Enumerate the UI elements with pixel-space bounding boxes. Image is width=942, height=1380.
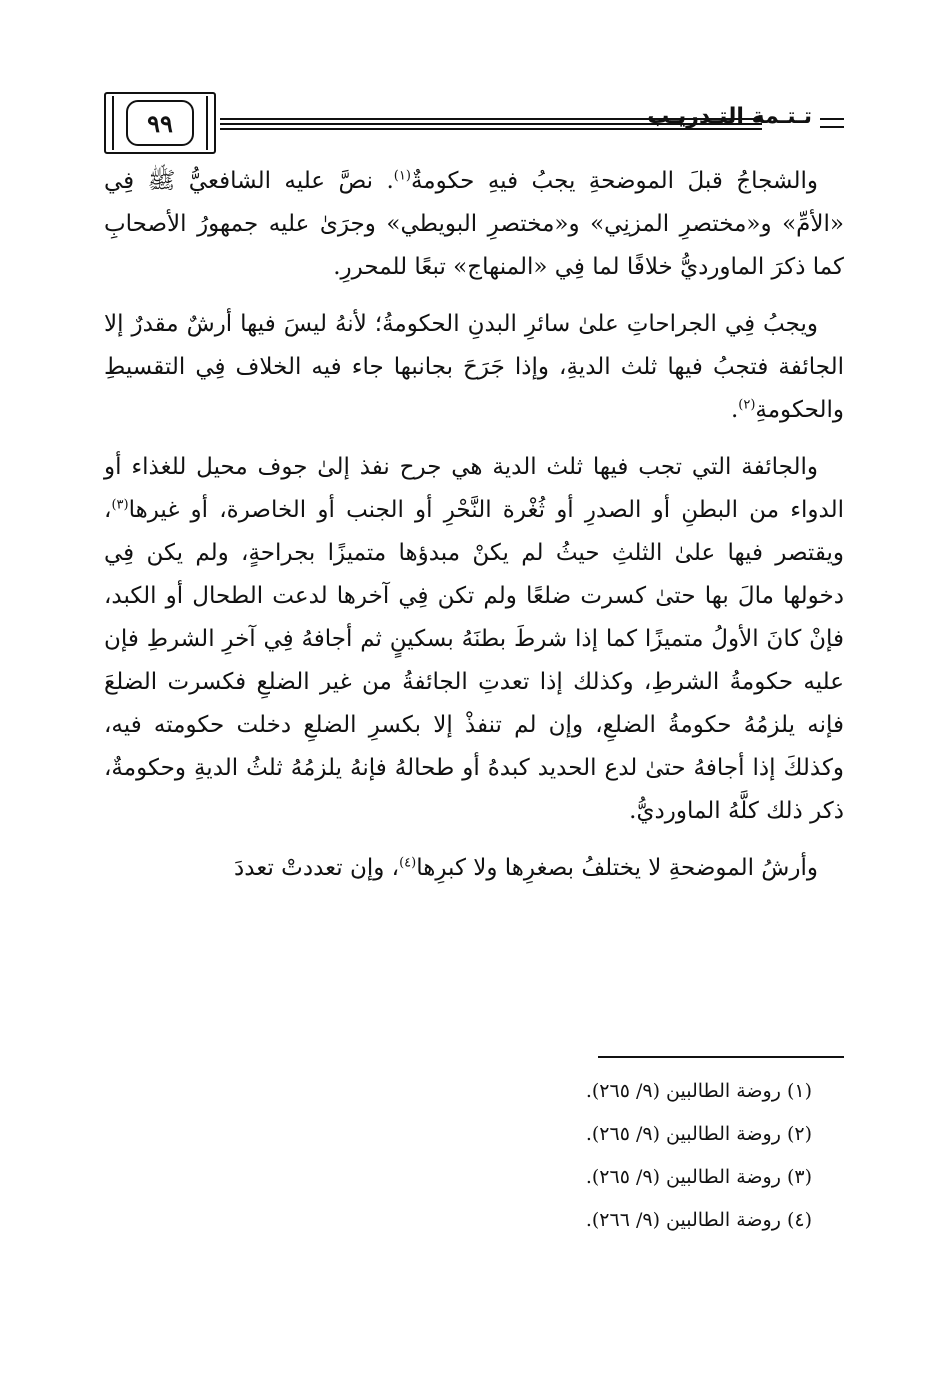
text-run: والجائفة التي تجب فيها ثلث الدية هي جرح نفذ إلىٰ جوف محيل للغذاء أو الدواء من البطنِ أو الصدرِ أو ثُغْرة النَّحْرِ أو الجنب أو الخاصرة، أو غيرها (104, 454, 844, 523)
footnote: (١) روضة الطالبين (٩/ ٢٦٥). (585, 1080, 812, 1102)
footnote-separator (598, 1056, 844, 1058)
text-run: ، وإن تعددتْ تعددَ (234, 855, 400, 881)
paragraph (104, 446, 844, 833)
footnote: (٢) روضة الطالبين (٩/ ٢٦٥). (585, 1123, 812, 1145)
footnote-ref: (٢) (738, 397, 756, 413)
page-number: ٩٩ (126, 100, 194, 146)
paragraph (104, 847, 844, 890)
text-run: ، ويقتصر فيها علىٰ الثلثِ حيثُ لم يكنْ مبدؤها متميزًا بجراحةٍ، ولم يكن فِي دخولها مالَ بها حتىٰ كسرت ضلعًا ولم تكن فِي آخرها لدعت الطحال أو الكبد، فإنْ كانَ الأولُ متميزًا كما إذا شرطَ بطنَهُ بسكينٍ ثم أجافهُ فِي آخرِ الشرطِ فإن عليه حكومةُ الشرطِ، وكذلك إذا تعدتِ الجائفةُ من غير الضلعِ فكسرت الضلعَ فإنه يلزمُهُ حكومةُ الضلعِ، وإن لم تنفذْ إلا بكسرِ الضلعِ دخلت حكومته فيه، وكذلكَ إذا أجافهُ حتىٰ لدع الحديد كبدهُ أو طحالهُ فإنهُ يلزمُهُ ثلثُ الديةِ وحكومةٌ، ذكر ذلك كلَّهُ الماورديُّ. (104, 497, 844, 824)
text-run: . (730, 397, 739, 423)
header-dash (820, 126, 844, 128)
header-dash (820, 118, 844, 120)
footnote-ref: (١) (393, 168, 411, 184)
footnote: (٣) روضة الطالبين (٩/ ٢٦٥). (585, 1166, 812, 1188)
footnote: (٤) روضة الطالبين (٩/ ٢٦٦). (585, 1209, 812, 1231)
running-title: تـتـمة التـدريـب (647, 104, 812, 129)
footnote-ref: (٤) (399, 855, 417, 871)
text-run: ويجبُ فِي الجراحاتِ علىٰ سائرِ البدنِ الحكومةُ؛ لأنهُ ليسَ فيها أرشٌ مقدرٌ إلا الجائفة فتجبُ فيها ثلث الديةِ، وإذا جَرَحَ بجانبها جاء فيه الخلاف فِي التقسيطِ والحكومةِ (104, 311, 844, 423)
frame-tick-left (112, 96, 114, 150)
footnote-ref: (٣) (111, 497, 129, 513)
main-text (104, 160, 844, 904)
frame-tick-right (206, 96, 208, 150)
running-header (104, 92, 844, 156)
footnotes (212, 1070, 812, 1242)
page-number-box (104, 92, 216, 154)
text-run: والشجاجُ قبلَ الموضحةِ يجبُ فيهِ حكومةٌ (410, 168, 818, 194)
text-run: وأرشُ الموضحةِ لا يختلفُ بصغرِها ولا كبرِها (416, 855, 818, 881)
paragraph (104, 160, 844, 289)
paragraph (104, 303, 844, 432)
text-run: . نصَّ عليه الشافعيُّ ﷺ فِي «الأمِّ» و«مختصرِ المزنِي» و«مختصرِ البويطي» وجرَىٰ عليه جمهورُ الأصحابِ كما ذكرَ الماورديُّ خلافًا لما فِي «المنهاج» تبعًا للمحررِ. (104, 168, 844, 280)
